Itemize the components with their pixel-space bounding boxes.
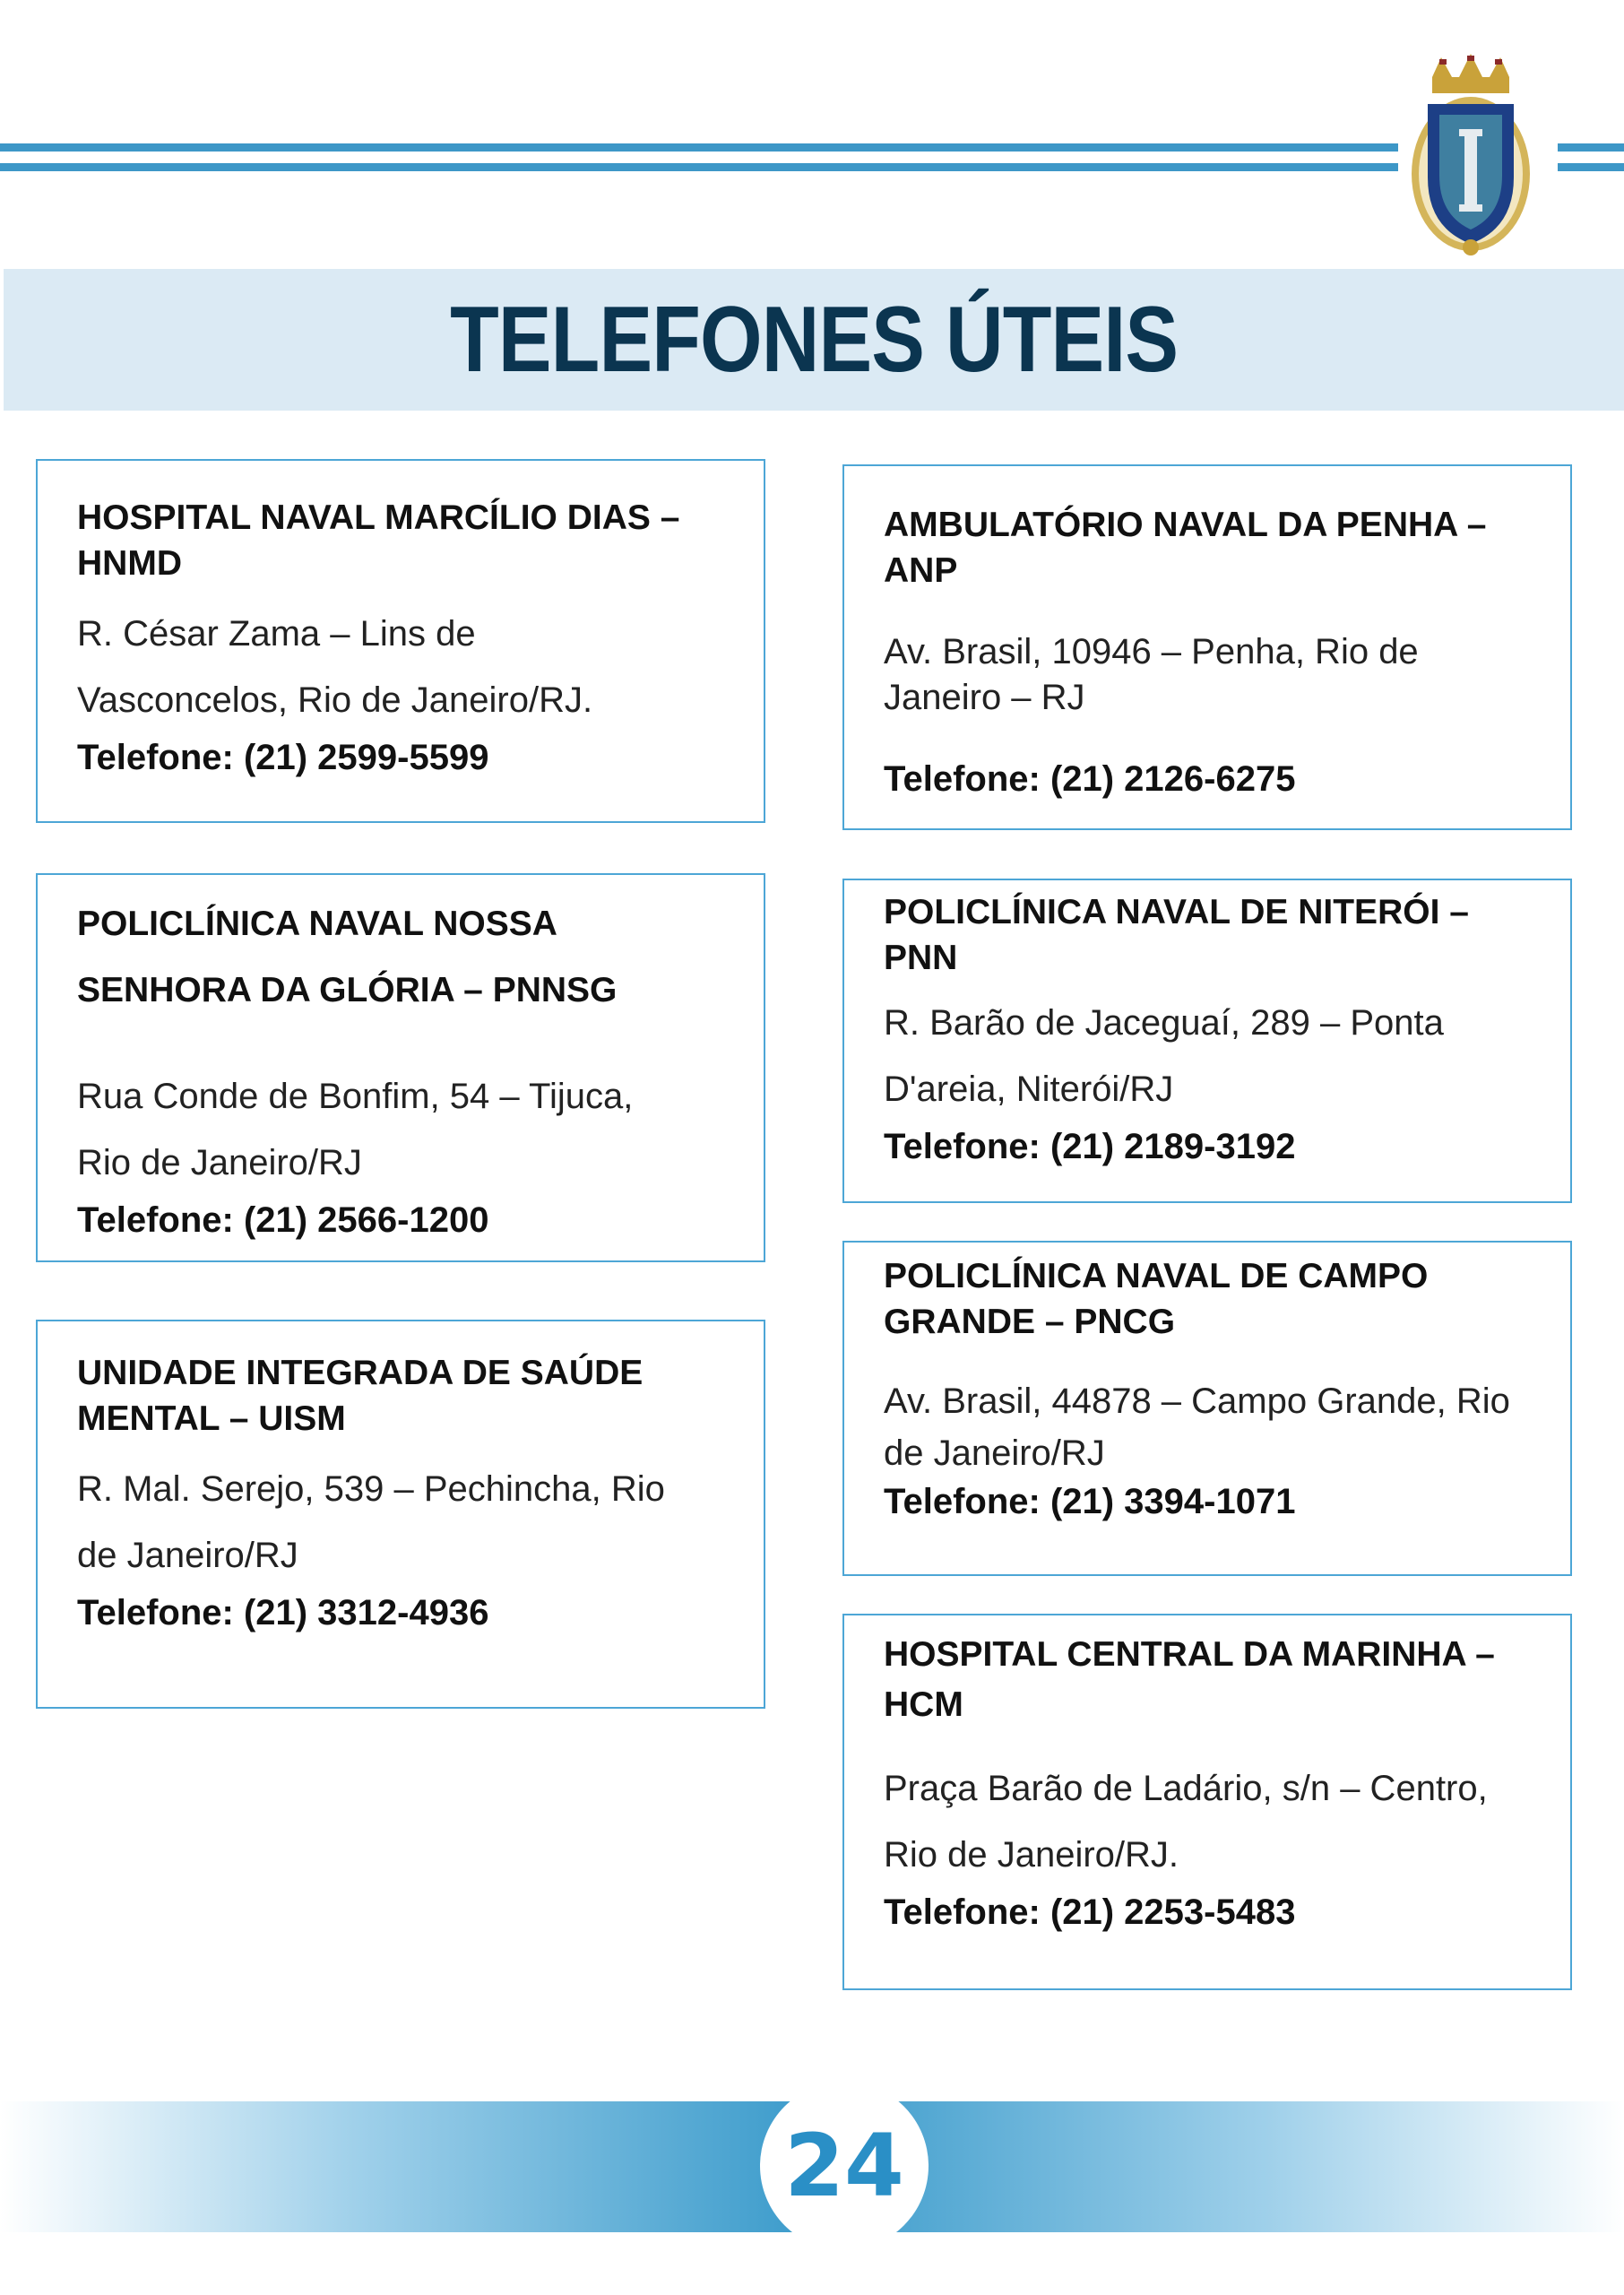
contact-card-hnmd [36,459,765,823]
card-name: AMBULATÓRIO NAVAL DA PENHA – ANP [884,506,1487,590]
card-address: R. Mal. Serejo, 539 – Pechincha, Rio de Janeiro/RJ [77,1469,665,1575]
header-stripe [0,163,1398,171]
contact-card-pnn [842,879,1572,1203]
contact-card-anp [842,464,1572,830]
card-phone: Telefone: (21) 3394-1071 [884,1482,1296,1521]
card-address: Av. Brasil, 44878 – Campo Grande, Rio de Janeiro/RJ [884,1381,1510,1473]
page-number: 24 [784,2116,904,2216]
card-address: Rua Conde de Bonfim, 54 – Tijuca, Rio de Janeiro/RJ [77,1077,634,1182]
card-phone: Telefone: (21) 2253-5483 [884,1892,1296,1932]
contact-card-uism [36,1320,765,1709]
card-name: UNIDADE INTEGRADA DE SAÚDE MENTAL – UISM [77,1354,644,1438]
card-phone: Telefone: (21) 2566-1200 [77,1200,489,1240]
title-band [4,269,1624,411]
card-name: POLICLÍNICA NAVAL NOSSA SENHORA DA GLÓRIA – PNNSG [77,905,618,1009]
card-phone: Telefone: (21) 2599-5599 [77,738,489,777]
card-address: Praça Barão de Ladário, s/n – Centro, Rio de Janeiro/RJ. [884,1769,1488,1875]
contact-card-pncg [842,1241,1572,1576]
card-address: Av. Brasil, 10946 – Penha, Rio de Janeiro – RJ [884,632,1419,717]
card-phone: Telefone: (21) 2126-6275 [884,759,1296,799]
card-address: R. César Zama – Lins de Vasconcelos, Rio de Janeiro/RJ. [77,614,593,720]
header-stripe [0,143,1398,152]
contact-card-hcm [842,1614,1572,1990]
header-stripe [1558,143,1624,152]
page-title: TELEFONES ÚTEIS [449,288,1179,392]
card-phone: Telefone: (21) 2189-3192 [884,1127,1296,1166]
card-name: POLICLÍNICA NAVAL DE NITERÓI – PNN [884,893,1469,977]
page-number-badge [760,2082,929,2250]
card-phone: Telefone: (21) 3312-4936 [77,1593,489,1632]
naval-crest-icon [1405,52,1536,258]
card-name: HOSPITAL NAVAL MARCÍLIO DIAS – HNMD [77,498,680,583]
header-stripe [1558,163,1624,171]
card-address: R. Barão de Jaceguaí, 289 – Ponta D'areia, Niterói/RJ [884,1003,1444,1109]
card-name: POLICLÍNICA NAVAL DE CAMPO GRANDE – PNCG [884,1257,1429,1341]
contact-card-pnnsg [36,873,765,1262]
card-name: HOSPITAL CENTRAL DA MARINHA – HCM [884,1635,1495,1724]
